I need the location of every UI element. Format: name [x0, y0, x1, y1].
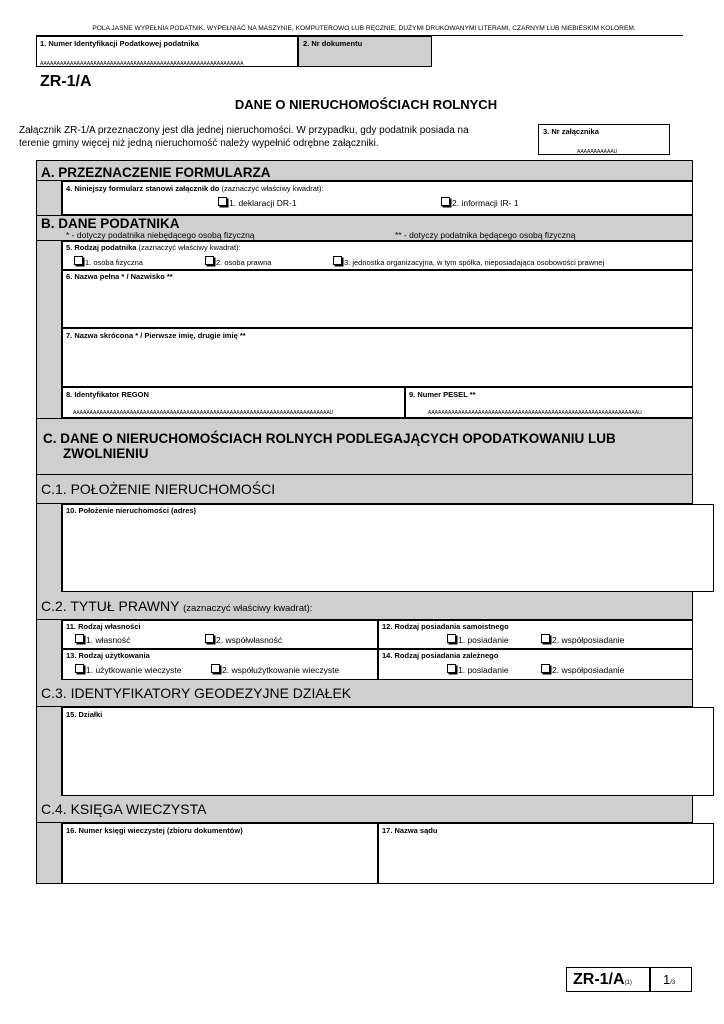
option-dr1[interactable]	[218, 197, 297, 209]
form-code: ZR-1/A	[40, 73, 92, 90]
intro-line-1: Załącznik ZR-1/A przeznaczony jest dla jednej nieruchomości. W przypadku, gdy podatnik posiada na	[19, 125, 469, 136]
option-possession[interactable]	[447, 634, 509, 646]
section-c-title-line-1: C. DANE O NIERUCHOMOŚCIACH ROLNYCH PODLEGAJĄCYCH OPODATKOWANIU LUB	[43, 431, 616, 446]
field-14-label: 14. Rodzaj posiadania zależnego	[382, 651, 499, 660]
checkbox-icon[interactable]	[211, 664, 220, 673]
checkbox-icon[interactable]	[75, 664, 84, 673]
option-legal-person[interactable]	[205, 256, 271, 268]
option-co-perpetual-usufruct[interactable]	[211, 664, 339, 676]
footer-code-text: ZR-1/A	[573, 971, 625, 988]
field-13-label: 13. Rodzaj użytkowania	[66, 651, 150, 660]
attachment-number-field[interactable]	[538, 124, 670, 155]
field-12	[378, 620, 693, 649]
section-b-note-2: ** - dotyczy podatnika będącego osobą fizyczną	[395, 230, 576, 240]
checkbox-icon[interactable]	[205, 634, 214, 643]
field-4-hint: (zaznaczyć właściwy kwadrat):	[221, 184, 324, 193]
option-organizational-unit[interactable]	[333, 256, 604, 268]
field-10-location[interactable]	[62, 504, 714, 592]
checkbox-icon[interactable]	[541, 664, 550, 673]
footer-page-number	[663, 971, 675, 989]
option-possession-label: 1. posiadanie	[458, 635, 509, 645]
footer-form-code-box	[566, 967, 650, 992]
section-c2-side	[36, 620, 62, 680]
field-5-hint: (zaznaczyć właściwy kwadrat):	[138, 243, 241, 252]
field-5-label-text: 5. Rodzaj podatnika	[66, 243, 137, 252]
field-9-label: 9. Numer PESEL **	[409, 390, 476, 399]
checkbox-icon[interactable]	[205, 256, 214, 265]
option-ir1[interactable]	[441, 197, 519, 209]
nip-field[interactable]	[36, 36, 298, 67]
checkbox-icon[interactable]	[75, 634, 84, 643]
checkbox-icon[interactable]	[447, 634, 456, 643]
section-c2-title	[41, 598, 312, 617]
field-10-label: 10. Położenie nieruchomości (adres)	[66, 506, 197, 515]
field-5-label	[66, 243, 241, 252]
field-9-fill: ÅÅÅÅÅÅÅÅÅÅÅÅÅÅÅÅÅÅÅÅÅÅÅÅÅÅÅÅÅÅÅÅÅÅÅÅÅÅÅÅÅÅÅÅÅÅÅÅÅÅÅÅÅÅÅÅÅÅÅÅÅÅÅÚ	[428, 410, 642, 416]
option-organizational-unit-label: 3. jednostka organizacyjna, w tym spółka, nieposiadająca osobowości prawnej	[344, 258, 605, 267]
footer-code-sup: (1)	[624, 980, 632, 986]
field-16-label: 16. Numer księgi wieczystej (zbioru dokumentów)	[66, 826, 243, 835]
field-16-land-register[interactable]	[62, 823, 378, 884]
section-c4-title: C.4. KSIĘGA WIECZYSTA	[41, 801, 207, 817]
intro-line-2: terenie gminy więcej niż jedną nieruchomość należy wypełnić odrębne załączniki.	[19, 138, 379, 149]
section-c2-title-text: C.2. TYTUŁ PRAWNY	[41, 598, 180, 614]
option-dependent-possession[interactable]	[447, 664, 509, 676]
option-ownership[interactable]	[75, 634, 130, 646]
field-17-court-name[interactable]	[378, 823, 714, 884]
option-natural-person[interactable]	[74, 256, 143, 268]
section-c3-side	[36, 707, 62, 796]
field-8-fill: ÅÅÅÅÅÅÅÅÅÅÅÅÅÅÅÅÅÅÅÅÅÅÅÅÅÅÅÅÅÅÅÅÅÅÅÅÅÅÅÅÅÅÅÅÅÅÅÅÅÅÅÅÅÅÅÅÅÅÅÅÅÅÅÅÅÅÅÅÅÅÅÅÅÅÅÅÅÚ	[73, 410, 334, 416]
header-note: POLA JASNE WYPEŁNIA PODATNIK. WYPEŁNIAĆ NA MASZYNIE, KOMPUTEROWO LUB RĘCZNIE, DUŻYMI DRUKOWANYMI LITERAMI, CZARNYM LUB NIEBIESKIM KOLOREM.	[92, 25, 636, 32]
option-perpetual-usufruct[interactable]	[75, 664, 181, 676]
checkbox-icon[interactable]	[218, 197, 227, 206]
attachment-number-fill: ÅÅÅÅÅÅÅÅÅÅÅÚ	[577, 149, 618, 155]
field-9-pesel[interactable]	[405, 387, 693, 418]
attachment-number-label: 3. Nr załącznika	[543, 127, 599, 136]
checkbox-icon[interactable]	[74, 256, 83, 265]
field-11-label: 11. Rodzaj własności	[66, 622, 141, 631]
section-b-note-1: * - dotyczy podatnika niebędącego osobą fizyczną	[66, 230, 255, 240]
field-5	[62, 241, 693, 270]
field-4	[62, 181, 693, 215]
field-6-label: 6. Nazwa pełna * / Nazwisko **	[66, 272, 173, 281]
section-a-side	[36, 181, 62, 215]
field-17-label: 17. Nazwa sądu	[382, 826, 438, 835]
option-co-ownership-label: 2. współwłasność	[216, 635, 283, 645]
field-13	[62, 649, 378, 680]
checkbox-icon[interactable]	[441, 197, 450, 206]
section-c3-title: C.3. IDENTYFIKATORY GEODEZYJNE DZIAŁEK	[41, 685, 352, 701]
checkbox-icon[interactable]	[541, 634, 550, 643]
option-dr1-label: 1. deklaracji DR-1	[229, 198, 297, 208]
checkbox-icon[interactable]	[447, 664, 456, 673]
option-ownership-label: 1. własność	[86, 635, 131, 645]
form-title: DANE O NIERUCHOMOŚCIACH ROLNYCH	[234, 97, 498, 112]
option-natural-person-label: 1. osoba fizyczna	[85, 258, 143, 267]
section-c1-side	[36, 504, 62, 592]
field-15-label: 15. Działki	[66, 710, 103, 719]
field-7-short-name[interactable]	[62, 328, 693, 387]
option-dependent-co-possession-label: 2. współposiadanie	[552, 665, 625, 675]
field-8-label: 8. Identyfikator REGON	[66, 390, 149, 399]
section-a-title: A. PRZEZNACZENIE FORMULARZA	[41, 165, 271, 180]
section-c2-hint: (zaznaczyć właściwy kwadrat):	[183, 603, 313, 614]
checkbox-icon[interactable]	[333, 256, 342, 265]
option-co-possession-label: 2. współposiadanie	[552, 635, 625, 645]
document-number-field	[298, 36, 432, 67]
field-12-label: 12. Rodzaj posiadania samoistnego	[382, 622, 509, 631]
field-6-full-name[interactable]	[62, 270, 693, 328]
footer-page-box	[650, 967, 692, 992]
footer-page: 1	[663, 972, 671, 987]
option-co-perpetual-usufruct-label: 2. współużytkowanie wieczyste	[222, 665, 340, 675]
option-ir1-label: 2. informacji IR- 1	[452, 198, 519, 208]
option-co-possession[interactable]	[541, 634, 624, 646]
option-perpetual-usufruct-label: 1. użytkowanie wieczyste	[86, 665, 182, 675]
section-b-title: B. DANE PODATNIKA	[41, 216, 180, 231]
option-co-ownership[interactable]	[205, 634, 282, 646]
option-legal-person-label: 2. osoba prawna	[216, 258, 272, 267]
section-b-side	[36, 241, 62, 418]
footer-form-code	[573, 971, 632, 989]
section-c1-title: C.1. POŁOŻENIE NIERUCHOMOŚCI	[41, 481, 276, 497]
footer-page-total: /3	[670, 980, 676, 986]
section-c-title-line-2: ZWOLNIENIU	[63, 446, 149, 461]
option-dependent-co-possession[interactable]	[541, 664, 624, 676]
field-8-regon[interactable]	[62, 387, 405, 418]
field-4-label-text: 4. Niniejszy formularz stanowi załącznik do	[66, 184, 220, 193]
option-dependent-possession-label: 1. posiadanie	[458, 665, 509, 675]
document-number-label: 2. Nr dokumentu	[303, 39, 363, 48]
field-11	[62, 620, 378, 649]
nip-label: 1. Numer Identyfikacji Podatkowej podatnika	[40, 39, 199, 48]
field-14	[378, 649, 693, 680]
nip-fill: ÅÅÅÅÅÅÅÅÅÅÅÅÅÅÅÅÅÅÅÅÅÅÅÅÅÅÅÅÅÅÅÅÅÅÅÅÅÅÅÅÅÅÅÅÅÅÅÅÅÅÅÅÅÅÅÅÅÅÅÅÅ	[40, 61, 244, 67]
field-4-label	[66, 184, 324, 193]
section-c4-side	[36, 823, 62, 884]
field-15-plots[interactable]	[62, 707, 714, 796]
field-7-label: 7. Nazwa skrócona * / Pierwsze imię, drugie imię **	[66, 331, 246, 340]
